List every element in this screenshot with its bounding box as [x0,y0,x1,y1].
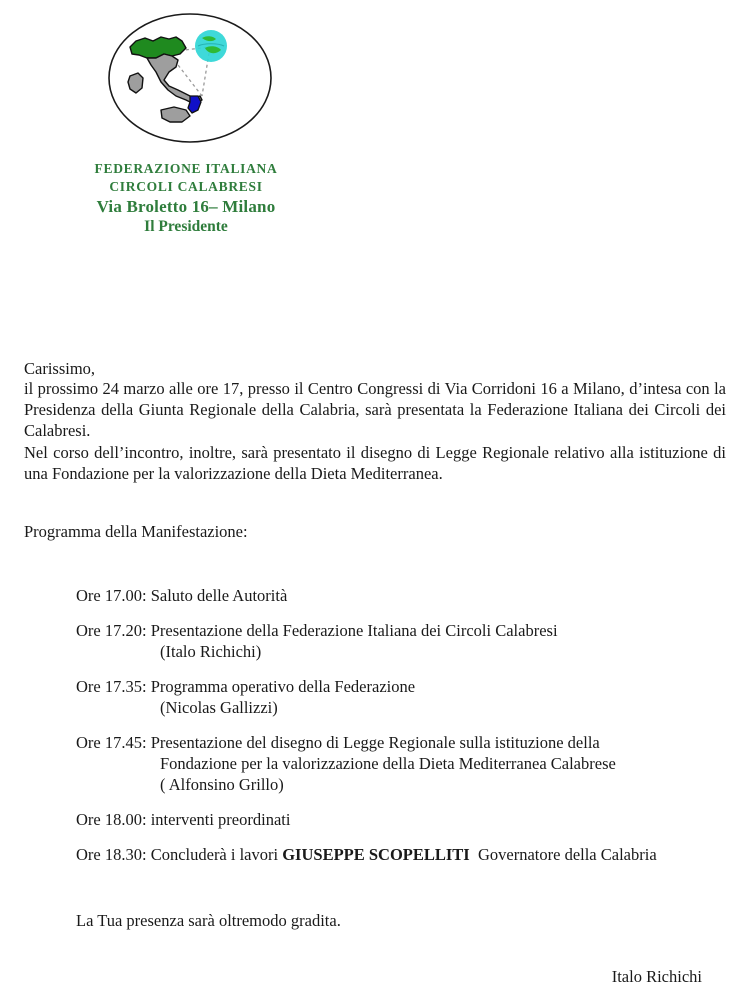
program-item-line [76,845,657,864]
org-name-line1: FEDERAZIONE ITALIANA [94,161,278,176]
program-item-text-after: Governatore della Calabria [469,845,657,864]
organization-block [0,162,372,235]
globe-icon [195,30,227,62]
program-item-time: Ore 18.00: [76,810,147,829]
program-title: Programma della Manifestazione: [24,522,248,541]
org-address: Via Broletto 16– Milano [96,197,276,216]
org-name-line2: CIRCOLI CALABRESI [109,178,263,194]
program-item-time: Ore 17.20: [76,621,147,640]
program-item-line [76,586,287,605]
program-item-time: Ore 17.45: [76,733,147,752]
closing-line: La Tua presenza sarà oltremodo gradita. [76,911,341,930]
signature-name: Italo Richichi [611,967,702,986]
org-role: Il Presidente [144,218,228,235]
program-item [76,844,736,865]
program-item-time: Ore 18.30: [76,845,147,864]
program-item-time: Ore 17.00: [76,586,147,605]
program-item-continuation: ( Alfonsino Grillo) [160,775,284,794]
program-item-line [76,810,290,829]
program-item-line [76,621,558,640]
program-item [76,732,736,795]
program-item [76,676,736,718]
program-item-line [76,733,600,752]
program-item-time: Ore 17.35: [76,677,147,696]
program-item-text: Presentazione della Federazione Italiana dei Circoli Calabresi [146,621,558,640]
logo-svg [106,10,276,146]
program-item-continuation: (Nicolas Gallizzi) [160,698,278,717]
italy-map-globe-logo [106,10,276,146]
program-item-text: Saluto delle Autorità [146,586,288,605]
program-item-continuation: (Italo Richichi) [160,642,262,661]
italy-sicily-region [161,107,190,122]
program-item-emphasis: GIUSEPPE SCOPELLITI [282,845,470,864]
program-item-continuation: Fondazione per la valorizzazione della Dieta Mediterranea Calabrese [160,754,616,773]
letter-paragraph-2: Nel corso dell’incontro, inoltre, sarà presentato il disegno di Legge Regionale relativo alla istituzione di una Fondazione per la valorizzazione della Dieta Mediterranea. [24,443,726,483]
program-item [76,809,736,830]
program-item-text: Concluderà i lavori [146,845,283,864]
program-item-text: interventi preordinati [146,810,291,829]
program-item-line [76,677,415,696]
program-item [76,620,736,662]
program-item-text: Presentazione del disegno di Legge Regionale sulla istituzione della [146,733,600,752]
program-list [76,585,736,879]
italy-north-region [130,37,186,58]
salutation: Carissimo, [24,359,96,378]
program-item-text: Programma operativo della Federazione [146,677,416,696]
letter-paragraph-1: il prossimo 24 marzo alle ore 17, presso il Centro Congressi di Via Corridoni 16 a Milano, d’intesa con la Presidenza della Giunta Regionale della Calabria, sarà presentata la Federazione Italiana dei Circoli dei Calabresi. [24,379,726,440]
program-item [76,585,736,606]
